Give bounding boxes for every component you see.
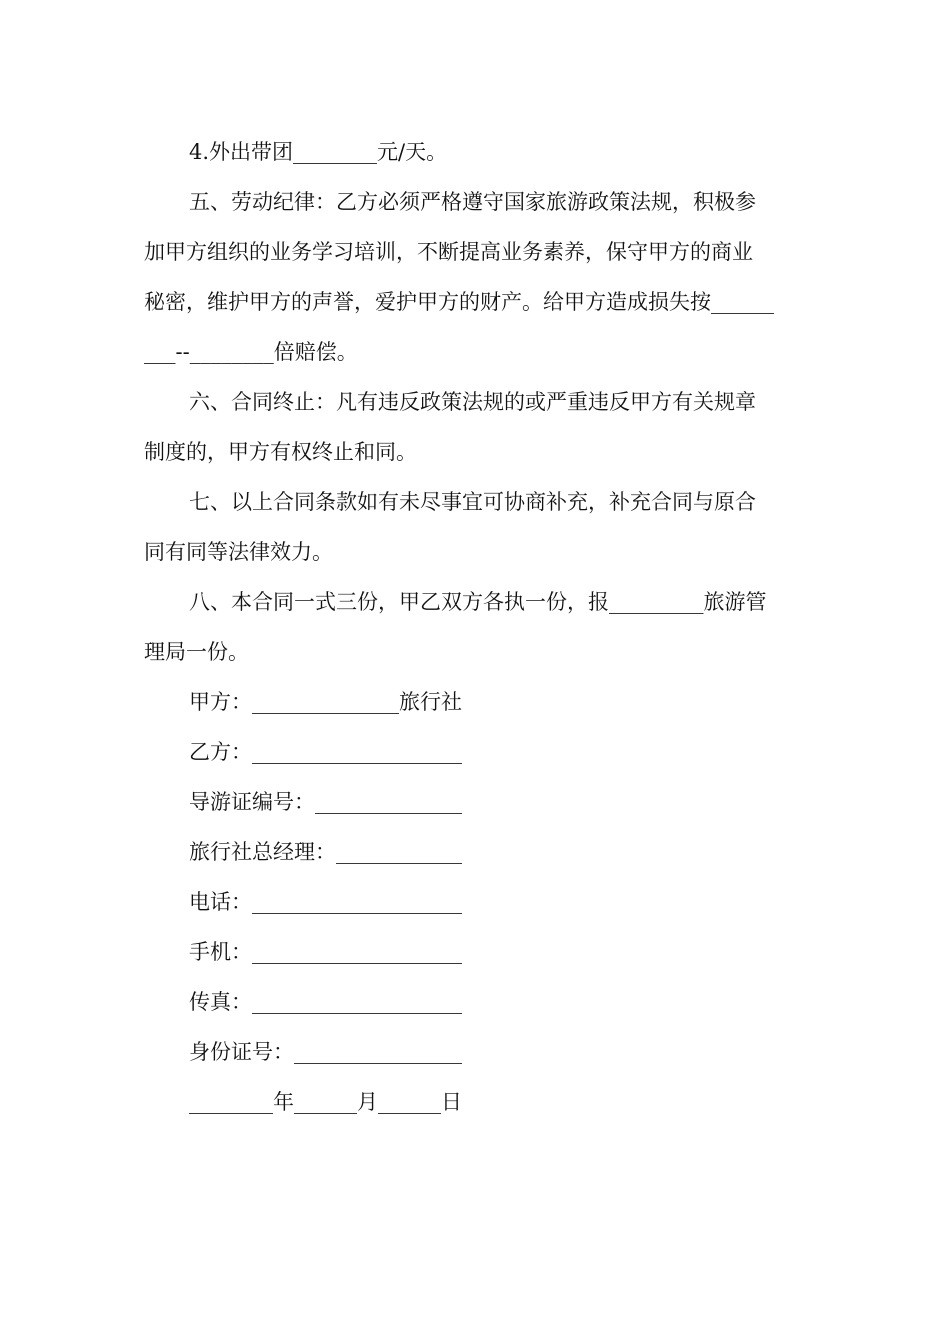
clause-5-line-1: 五、劳动纪律：乙方必须严格遵守国家旅游政策法规，积极参 [189,190,756,214]
clause-5-line-3: 秘密，维护甲方的声誉，爱护甲方的财产。给甲方造成损失按______ [144,290,774,314]
clause-8-line-2: 理局一份。 [144,640,249,664]
clause-5-line-2: 加甲方组织的业务学习培训，不断提高业务素养，保守甲方的商业 [144,240,753,264]
field-telephone: 电话：____________________ [189,890,462,914]
field-id-number: 身份证号：________________ [189,1040,462,1064]
clause-7-line-2: 同有同等法律效力。 [144,540,333,564]
field-guide-license-number: 导游证编号：______________ [189,790,462,814]
clause-5-line-4: ___--________倍赔偿。 [144,340,358,364]
clause-6-line-1: 六、合同终止：凡有违反政策法规的或严重违反甲方有关规章 [189,390,756,414]
field-agency-general-manager: 旅行社总经理：____________ [189,840,462,864]
clause-7-line-1: 七、以上合同条款如有未尽事宜可协商补充，补充合同与原合 [189,490,756,514]
field-mobile: 手机：____________________ [189,940,462,964]
field-party-b: 乙方：____________________ [189,740,462,764]
field-date: ________年______月______日 [189,1090,462,1114]
field-party-a: 甲方：______________旅行社 [189,690,462,714]
field-fax: 传真：____________________ [189,990,462,1014]
clause-6-line-2: 制度的，甲方有权终止和同。 [144,440,417,464]
clause-8-line-1: 八、本合同一式三份，甲乙双方各执一份，报_________旅游管 [189,590,767,614]
clause-4-daily-rate: 4.外出带团________元/天。 [189,140,448,164]
